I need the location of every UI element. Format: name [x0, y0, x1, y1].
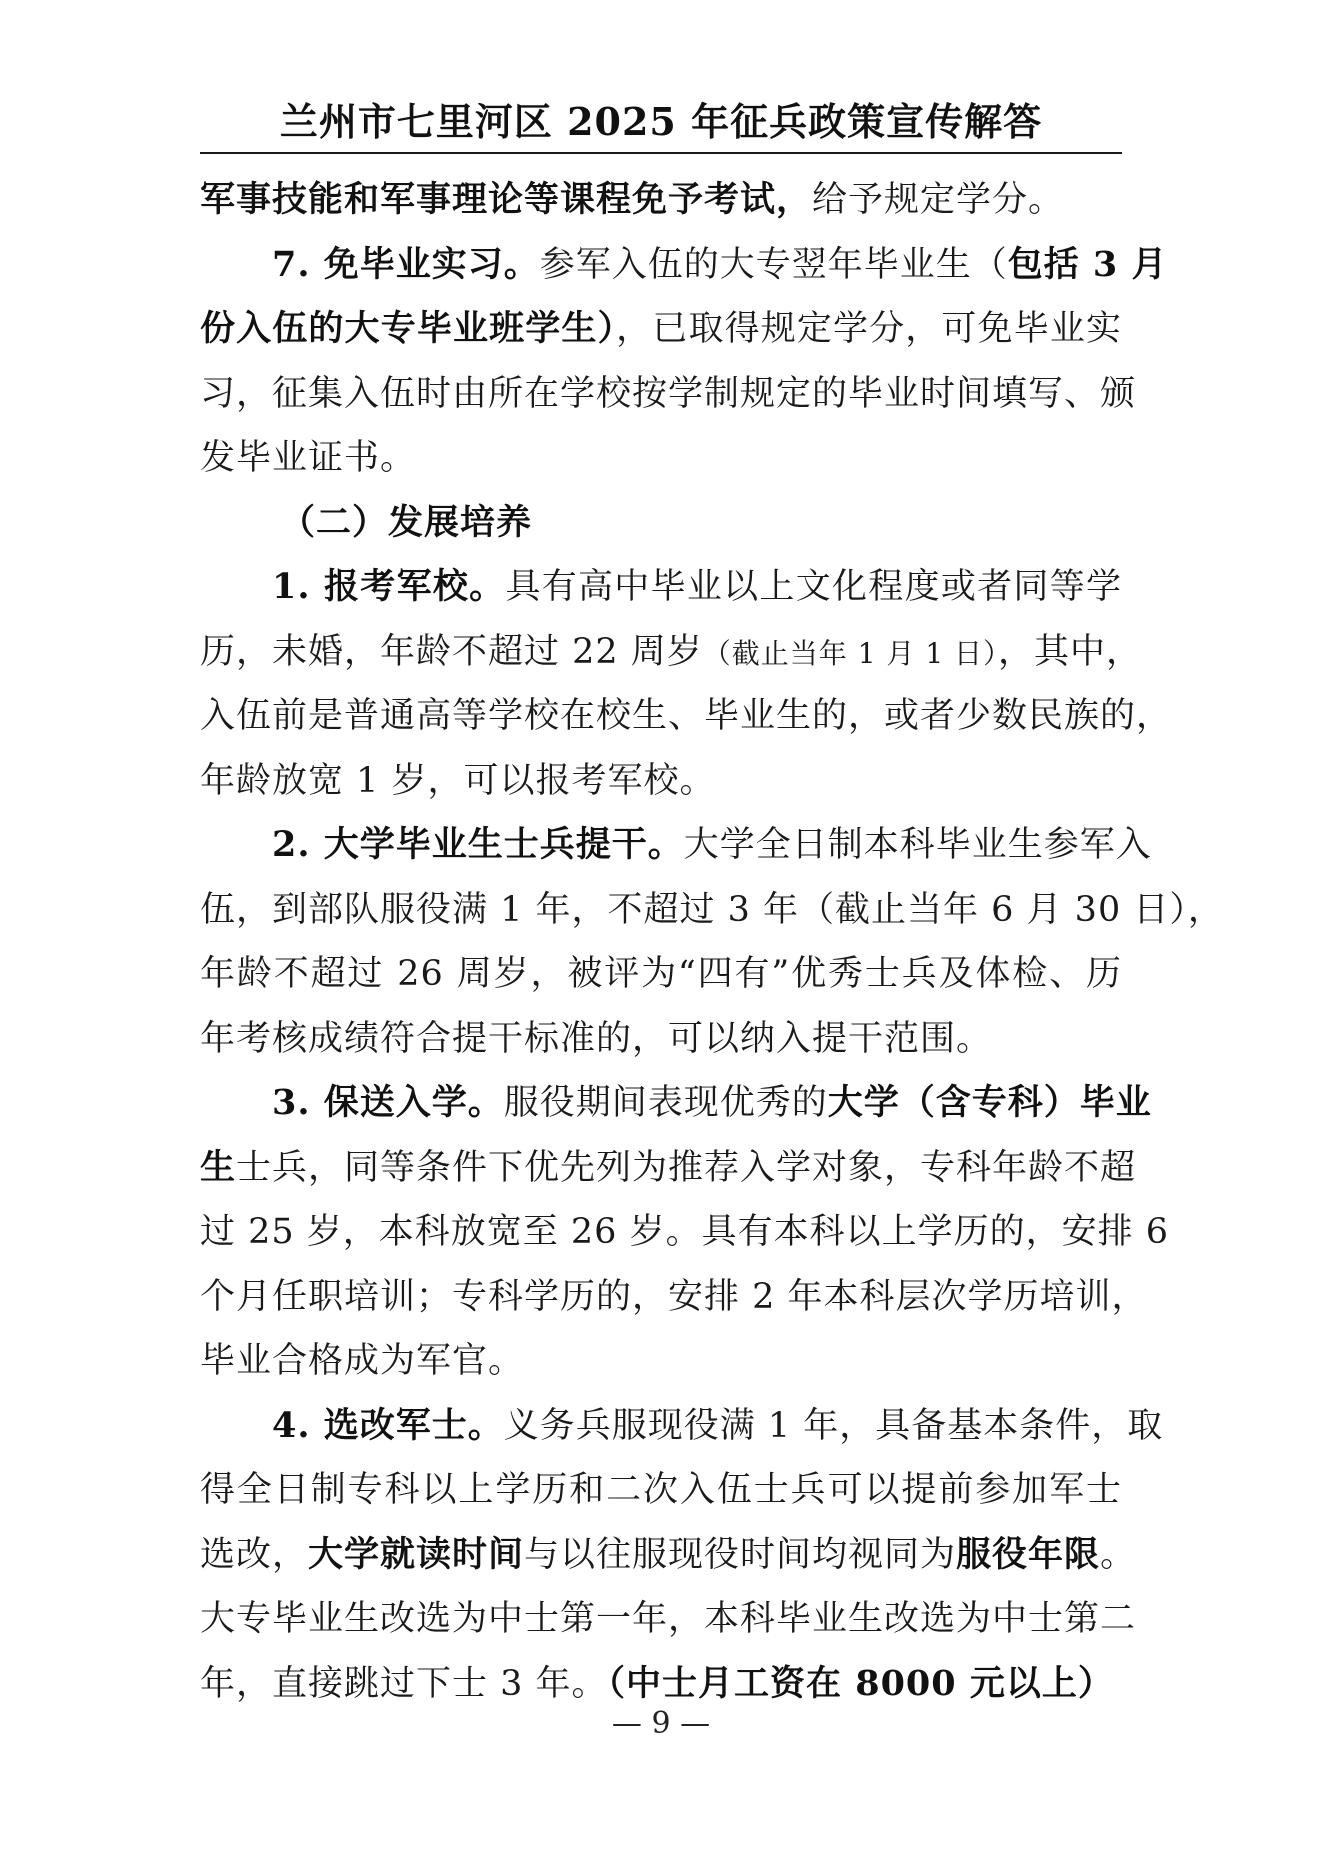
- item-title: 1. 报考军校。: [272, 566, 506, 607]
- body-text: 。: [1100, 1534, 1137, 1575]
- body-text: ，其中，: [998, 631, 1143, 672]
- bold-phrase: 大学（含专科）毕业: [827, 1082, 1152, 1123]
- paragraph-line: 发毕业证书。: [200, 438, 417, 478]
- paragraph-line: [200, 168, 1122, 233]
- paragraph-line: 大专毕业生改选为中士第一年，本科毕业生改选为中士第二: [200, 1599, 1137, 1639]
- item-title: 4. 选改军士。: [272, 1404, 504, 1446]
- item-title: 7. 免毕业实习。: [272, 243, 540, 285]
- page-header-title: 兰州市七里河区 2025 年征兵政策宣传解答: [279, 99, 1043, 144]
- paragraph-line: [200, 620, 1143, 685]
- page-number: — 9 —: [611, 1706, 711, 1741]
- paragraph-line: 年考核成绩符合提干标准的，可以纳入提干范围。: [200, 1018, 993, 1059]
- paragraph-line: [200, 297, 1122, 362]
- body-text: 大学全日制本科毕业生参军入: [683, 825, 1152, 865]
- paragraph-line: 入伍前是普通高等学校在校生、毕业生的，或者少数民族的，: [200, 696, 1173, 736]
- paragraph-line: [200, 555, 1122, 620]
- paragraph-line: 年龄放宽 1 岁，可以报考军校。: [200, 760, 716, 801]
- body-text: 参军入伍的大专翌年毕业生（: [539, 244, 1008, 285]
- paragraph-line: [200, 1071, 1152, 1136]
- paragraph-line: 个月任职培训；专科学历的，安排 2 年本科层次学历培训，: [200, 1276, 1148, 1317]
- paragraph-line: [200, 233, 1168, 298]
- body-text: 服役期间表现优秀的: [503, 1083, 828, 1123]
- paragraph-line: 得全日制专科以上学历和二次入伍士兵可以提前参加军士: [200, 1470, 1122, 1510]
- body-text: 历，未婚，年龄不超过 22 周岁: [200, 631, 703, 672]
- bold-phrase: 份入伍的大专毕业班学生）: [200, 308, 617, 349]
- paragraph-line: 伍，到部队服役满 1 年，不超过 3 年（截止当年 6 月 30 日），: [200, 889, 1224, 930]
- paragraph-line: [200, 1394, 1164, 1459]
- item-title: 3. 保送入学。: [272, 1082, 504, 1123]
- bold-phrase: 服役年限: [956, 1533, 1101, 1575]
- section-heading: （二）发展培养: [280, 501, 533, 543]
- paragraph-line: 过 25 岁，本科放宽至 26 岁。具有本科以上学历的，安排 6: [200, 1212, 1169, 1252]
- body-text: 士兵，同等条件下优先列为推荐入学对象，专科年龄不超: [236, 1147, 1137, 1188]
- paragraph-line: [200, 1136, 1137, 1201]
- paragraph-line: 毕业合格成为军官。: [200, 1341, 525, 1381]
- paragraph-line: 年龄不超过 26 周岁，被评为“四有”优秀士兵及体检、历: [200, 954, 1122, 994]
- body-text: 选改，: [200, 1534, 309, 1575]
- paragraph-line: 习，征集入伍时由所在学校按学制规定的毕业时间填写、颁: [200, 373, 1137, 414]
- header-divider: [200, 152, 1122, 154]
- bold-phrase: 军事技能和军事理论等课程免予考试，: [200, 179, 813, 220]
- body-text: ，已取得规定学分，可免毕业实: [616, 309, 1122, 349]
- bold-phrase: 生: [200, 1146, 237, 1188]
- paragraph-line: [200, 813, 1152, 878]
- body-text: 给予规定学分。: [812, 180, 1065, 220]
- bold-phrase: 大学就读时间: [308, 1533, 525, 1575]
- note-text: （截止当年 1 月 1 日）: [702, 636, 999, 670]
- bold-phrase: （中士月工资在 8000 元以上）: [607, 1662, 1114, 1704]
- body-text: 年，直接跳过下士 3 年。: [200, 1663, 608, 1704]
- document-body: [200, 168, 1224, 1716]
- body-text: 义务兵服现役满 1 年，具备基本条件，取: [503, 1405, 1164, 1446]
- body-text: 具有高中毕业以上文化程度或者同等学: [505, 567, 1122, 607]
- bold-phrase: 包括 3 月: [1007, 243, 1168, 285]
- paragraph-line: [200, 1523, 1137, 1588]
- body-text: 与以往服现役时间均视同为: [524, 1534, 957, 1575]
- item-title: 2. 大学毕业生士兵提干。: [272, 824, 684, 865]
